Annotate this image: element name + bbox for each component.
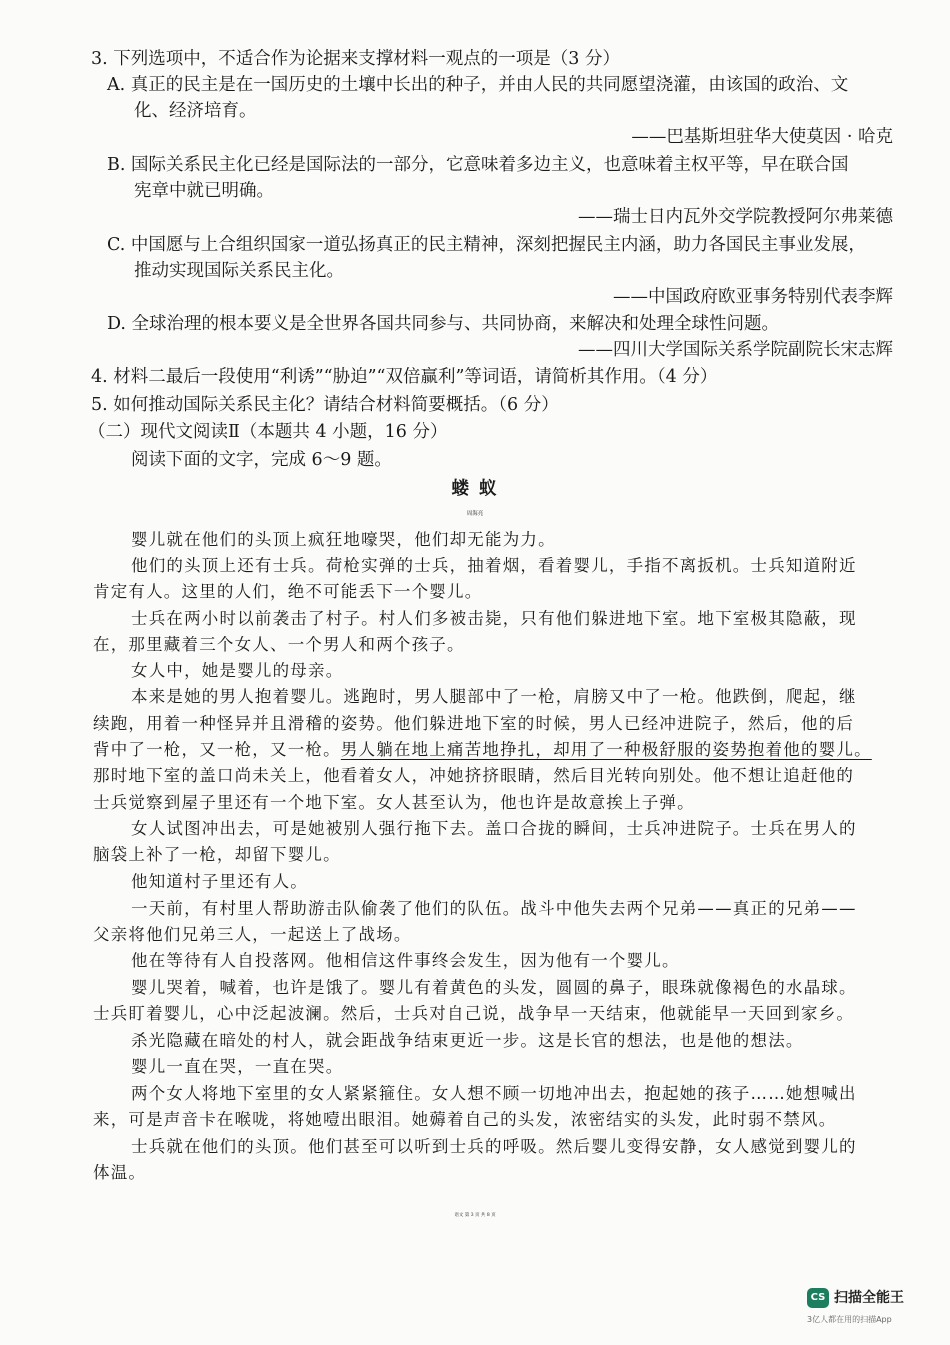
article-line: 他知道村子里还有人。 [131, 872, 308, 891]
page-footer: 语文 第 3 页 共 8 页 [454, 1213, 496, 1218]
question-4: 4. 材料二最后一段使用“利诱”“胁迫”“双倍赢利”等词语，请简析其作用。（4 分） [91, 367, 718, 387]
option-b-line-1: B. 国际关系民主化已经是国际法的一部分，它意味着多边主义，也意味着主权平等，早在联合国 [107, 155, 849, 175]
article-line: 杀光隐藏在暗处的村人，就会距战争结束更近一步。这是长官的想法，也是他的想法。 [131, 1031, 804, 1050]
article-line: 父亲将他们兄弟三人，一起送上了战场。 [93, 925, 412, 944]
option-c-line-1: C. 中国愿与上合组织国家一道弘扬真正的民主精神，深刻把握民主内涵，助力各国民主事业发展， [107, 235, 866, 255]
option-d-attribution: ——四川大学国际关系学院副院长宋志辉 [578, 340, 893, 360]
watermark-app-name: 扫描全能王 [834, 1290, 904, 1306]
article-line: 女人中，她是婴儿的母亲。 [131, 661, 344, 680]
article-line: 婴儿一直在哭，一直在哭。 [131, 1057, 344, 1076]
article-line: 本来是她的男人抱着婴儿。逃跑时，男人腿部中了一枪，肩膀又中了一枪。他跌倒，爬起，继 [131, 687, 857, 706]
article-line: 士兵盯着婴儿，心中泛起波澜。然后，士兵对自己说，战争早一天结束，他就能早一天回到家乡。 [93, 1004, 855, 1023]
article-line: 婴儿哭着，喊着，也许是饿了。婴儿有着黄色的头发，圆圆的鼻子，眼珠就像褐色的水晶球。 [131, 978, 857, 997]
article-line: 那时地下室的盖口尚未关上，他看着女人，冲她挤挤眼睛，然后目光转向别处。他不想让追赶他的 [93, 766, 855, 785]
article-line: 脑袋上补了一枪，却留下婴儿。 [93, 845, 341, 864]
article-title: 蝼 蚁 [451, 479, 499, 499]
article-line: 女人试图冲出去，可是她被别人强行拖下去。盖口合拢的瞬间，士兵冲进院子。士兵在男人的 [131, 819, 857, 838]
underlined-sentence: 男人躺在地上痛苦地挣扎，却用了一种极舒服的姿势抱着他的婴儿。 [340, 740, 872, 759]
article-line: 婴儿就在他们的头顶上疯狂地嚎哭，他们却无能为力。 [131, 530, 556, 549]
option-b-line-2: 宪章中就已明确。 [134, 181, 274, 201]
article-author: 周海亮 [466, 511, 484, 517]
option-a-line-2: 化、经济培育。 [134, 101, 257, 121]
option-a-attribution: ——巴基斯坦驻华大使莫因 · 哈克 [631, 127, 893, 147]
article-line [93, 737, 872, 763]
camscanner-logo-icon: CS [807, 1288, 829, 1308]
article-line: 他们的头顶上还有士兵。荷枪实弹的士兵，抽着烟，看着婴儿，手指不离扳机。士兵知道附近 [131, 556, 857, 575]
scanner-watermark [807, 1288, 917, 1333]
article-line: 体温。 [93, 1163, 147, 1182]
question-5: 5. 如何推动国际关系民主化？请结合材料简要概括。（6 分） [91, 395, 559, 415]
watermark-tagline: 3亿人都在用的扫描App [807, 1315, 892, 1324]
option-b-attribution: ——瑞士日内瓦外交学院教授阿尔弗莱德 [578, 207, 893, 227]
article-line: 他在等待有人自投落网。他相信这件事终会发生，因为他有一个婴儿。 [131, 951, 680, 970]
article-line: 续跑，用着一种怪异并且滑稽的姿势。他们躲进地下室的时候，男人已经冲进院子，然后，他的后 [93, 714, 855, 733]
question-3-stem: 3. 下列选项中，不适合作为论据来支撑材料一观点的一项是（3 分） [91, 49, 620, 69]
option-c-line-2: 推动实现国际关系民主化。 [134, 261, 344, 281]
article-line: 士兵就在他们的头顶。他们甚至可以听到士兵的呼吸。然后婴儿变得安静，女人感觉到婴儿的 [131, 1137, 857, 1156]
option-c-attribution: ——中国政府欧亚事务特别代表李辉 [613, 287, 893, 307]
article-line: 肯定有人。这里的人们，绝不可能丢下一个婴儿。 [93, 582, 483, 601]
article-line: 两个女人将地下室里的女人紧紧箍住。女人想不顾一切地冲出去，抱起她的孩子……她想喊出 [131, 1084, 857, 1103]
article-line: 士兵在两小时以前袭击了村子。村人们多被击毙，只有他们躲进地下室。地下室极其隐蔽，现 [131, 609, 857, 628]
article-line: 一天前，有村里人帮助游击队偷袭了他们的队伍。战斗中他失去两个兄弟——真正的兄弟—— [131, 899, 857, 918]
option-d-line-1: D. 全球治理的根本要义是全世界各国共同参与、共同协商，来解决和处理全球性问题。 [107, 314, 780, 334]
section-heading: （二）现代文阅读Ⅱ（本题共 4 小题，16 分） [88, 422, 448, 442]
article-line: 在，那里藏着三个女人、一个男人和两个孩子。 [93, 635, 465, 654]
article-line: 来，可是声音卡在喉咙，将她噎出眼泪。她薅着自己的头发，浓密结实的头发，此时弱不禁风。 [93, 1110, 837, 1129]
section-instruction: 阅读下面的文字，完成 6～9 题。 [131, 450, 392, 470]
article-line: 士兵觉察到屋子里还有一个地下室。女人甚至认为，他也许是故意挨上子弹。 [93, 793, 695, 812]
article-text: 背中了一枪，又一枪，又一枪。 [93, 740, 341, 759]
option-a-line-1: A. 真正的民主是在一国历史的土壤中长出的种子，并由人民的共同愿望浇灌，由该国的政治、文 [107, 75, 849, 95]
